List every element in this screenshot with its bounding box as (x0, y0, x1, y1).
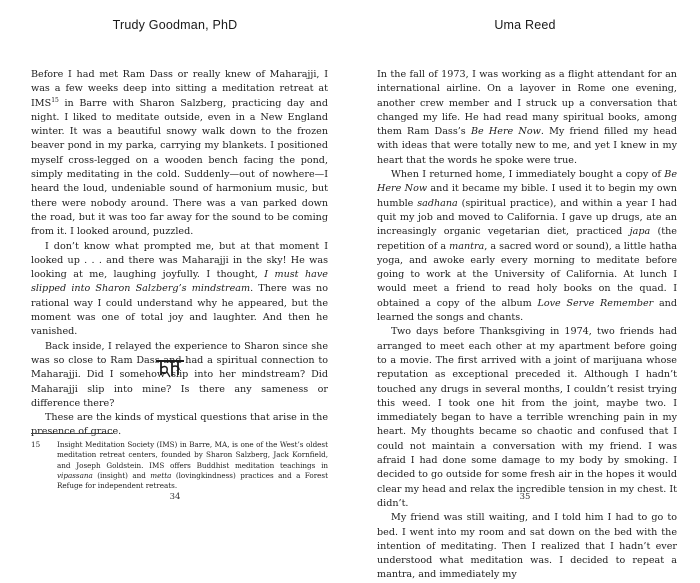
left-page (0, 0, 350, 525)
footnote-text: Insight Meditation Society (IMS) in Barre, MA, is one of the West’s oldest meditation retreat centers, founded by Sharon Salzberg, Jack Kornfield, and Joseph Goldstein. IMS offers Buddhist meditation teachings in vipassana (insight) and metta (lovingkindness) practices and a Forest Refuge for independent retreats. (57, 440, 328, 491)
footnote-number: 15 (31, 440, 41, 449)
right-page (350, 0, 700, 581)
italic-span: Be Here Now (470, 126, 541, 138)
page-number-left: 34 (169, 492, 181, 502)
hindi-ram-ornament-icon (153, 357, 187, 379)
footnote-reference: 15 (51, 96, 59, 104)
italic-span: sadhana (417, 197, 458, 209)
italic-span: I must have slipped into Sharon Salzberg’s mindstream. (31, 269, 328, 295)
running-head-left: Trudy Goodman, PhD (112, 18, 238, 32)
italic-span: Love Serve Remember (537, 297, 654, 309)
left-body-text (31, 68, 328, 440)
body-paragraph: Back inside, I relayed the experience to Sharon since she was so close to Ram Dass and had a spiritual connection to Maharajji. Did I somehow slip into her mindstream? Did Maharajji slip into mine? Is there any sameness or difference there? (31, 340, 328, 409)
italic-span: japa (629, 226, 651, 238)
italic-span: vipassana (57, 470, 93, 480)
running-head-right: Uma Reed (494, 18, 556, 32)
right-body-text (377, 68, 677, 583)
body-paragraph: In the fall of 1973, I was working as a flight attendant for an international airline. On a layover in Rome one evening, another crew member and I struck up a conversation that changed my life. He had read many spiritual books, among them Ram Dass’s Be Here Now. My friend filled my head with ideas that were totally new to me, and yet I knew in my heart that the words he spoke were true. (377, 69, 677, 166)
italic-span: Be Here Now (377, 169, 677, 195)
italic-span: mantra (449, 240, 485, 252)
body-paragraph: Two days before Thanksgiving in 1974, two friends had arranged to meet each other at my apartment before going to a movie. The first arrived with a joint of marijuana whose reputation as exceptional preceded it. Although I hadn’t touched any drugs in several months, I couldn’t resist trying this weed. I took one hit from the joint, maybe two. I immediately began to have a terrible wrenching pain in my heart. My thoughts became so chaotic and confused that I could not maintain a conversation with my friend. I was afraid I had done some damage to my body by smoking. I decided to go outside for some fresh air in the hopes it would clear my head and relax the incredible tension in my chest. It didn’t. (377, 326, 677, 509)
body-paragraph: I don’t know what prompted me, but at that moment I looked up . . . and there was Maharajji in the sky! He was looking at me, laughing joyfully. I thought, I must have slipped into Sharon Salzberg’s mindstream. There was no rational way I could understand why he appeared, but the moment was one of total joy and laughter. And then he vanished. (31, 240, 329, 338)
footnote-rule (31, 433, 113, 434)
body-paragraph: My friend was still waiting, and I told him I had to go to bed. I went into my room and sat down on the bed with the intention of meditating. Then I realized that I hadn’t ever understood what meditation was. I decided to repeat a mantra, and immediately my (377, 512, 677, 581)
body-paragraph: These are the kinds of mystical questions that arise in the presence of grace. (31, 412, 328, 438)
italic-span: metta (150, 470, 172, 480)
body-paragraph: Before I had met Ram Dass or really knew of Maharajji, I was a few weeks deep into sitting a meditation retreat at IMS$^{15}$ in Barre with Sharon Salzberg, practicing day and night. I liked to meditate outside, even in a New England winter. It was a beautiful snowy walk down to the frozen beaver pond in my parka, carrying my blankets. I positioned myself cross-legged on a wooden bench facing the pond, simply meditating in the cold. Suddenly—out of nowhere—I heard the loud, undeniable sound of harmonium music, but there were nobody around. There was a van parked down the road, but it was too far away for the sound to be coming from it. I looked around, puzzled. (31, 69, 328, 238)
page-number-right: 35 (519, 492, 531, 502)
footnote (31, 440, 328, 491)
body-paragraph: When I returned home, I immediately bought a copy of Be Here Now and it became my bible. I used it to begin my own humble sadhana (spiritual practice), and within a year I had quit my job and moved to California. I gave up drugs, ate an increasingly organic vegetarian diet, practiced japa (the repetition of a mantra, a sacred word or sound), a little hatha yoga, and awoke early every morning to meditate before going to work at the University of California. At lunch I would meet a friend to read holy books on the quad. I obtained a copy of the album Love Serve Remember and learned the songs and chants. (377, 169, 677, 324)
